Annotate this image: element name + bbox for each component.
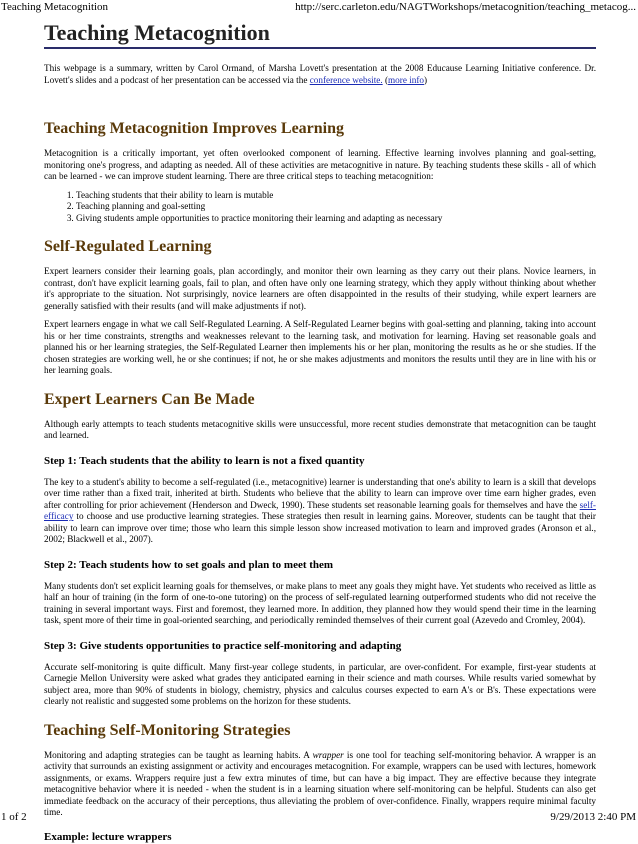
self-efficacy-link[interactable]: self-efficacy [44, 499, 596, 521]
heading-self-regulated: Self-Regulated Learning [44, 238, 212, 255]
intro-between: ( [382, 74, 389, 85]
steps-list [44, 190, 596, 225]
title-rule [44, 47, 596, 49]
list-item: 2. Teaching planning and goal-setting [76, 201, 596, 213]
print-footer-page: 1 of 2 [1, 811, 27, 823]
heading-lecture-wrappers: Example: lecture wrappers [44, 830, 172, 843]
self-regulated-paragraph-2: Expert learners engage in what we call Self-Regulated Learning. A Self-Regulated Learner begins with goal-setting and planning, taking into account his or her time constraints, strengths and weaknesses relevant to the learning task, and motivation for learning. Having set reasonable goals and planned his or her learning strategies, the Self-Regulated Learner then implements his or her plan, monitoring the results as he or she studies. If the chosen strategies are working well, he or she continues; if not, he or she makes adjustments and monitors the results until they are in line with his or her learning goals. [44, 319, 596, 375]
heading-self-monitoring: Teaching Self-Monitoring Strategies [44, 721, 291, 739]
heading-improves-learning: Teaching Metacognition Improves Learning [44, 120, 345, 137]
step-1-paragraph [44, 477, 596, 546]
step-2-paragraph: Many students don't set explicit learning goals for themselves, or make plans to meet any goals they might have. Yet students who received as little as half an hour of training (in the form of one-to-one tutoring) on the process of self-regulated learning outperformed students who did not receive the training in several important ways. First and foremost, they learned more. In addition, they planned how they would spend their time in the learning task, spent more of their time in goal-oriented searching, and periodically reminded themselves of their current goal (Azevedo and Cromley, 2004). [44, 580, 596, 625]
heading-experts-made: Expert Learners Can Be Made [44, 390, 255, 408]
print-header-url: http://serc.carleton.edu/NAGTWorkshops/metacognition/teaching_metacog... [295, 1, 636, 13]
print-footer-datetime: 9/29/2013 2:40 PM [550, 811, 636, 823]
intro-paragraph [44, 63, 596, 86]
page-title: Teaching Metacognition [44, 21, 270, 45]
experts-made-paragraph: Although early attempts to teach students metacognitive skills were unsuccessful, more recent studies demonstrate that metacognition can be taught and learned. [44, 418, 596, 440]
heading-step-1: Step 1: Teach students that the ability to learn is not a fixed quantity [44, 454, 365, 467]
heading-step-3: Step 3: Give students opportunities to practice self-monitoring and adapting [44, 639, 402, 652]
improves-paragraph: Metacognition is a critically important, yet often overlooked component of learning. Effective learning involves planning and goal-setting, monitoring one's progress, and adapting as needed. All of these activities are metacognitive in nature. By teaching students these skills - all of which can be learned - we can improve student learning. There are three critical steps to teaching metacognition: [44, 148, 596, 181]
intro-after: ) [424, 74, 428, 85]
document-body [44, 21, 596, 844]
print-header-title: Teaching Metacognition [1, 1, 109, 13]
step-3-paragraph: Accurate self-monitoring is quite difficult. Many first-year college students, in particular, are over-confident. For example, first-year students at Carnegie Mellon University were asked what grades they anticipated earning in their science and math courses. While results varied somewhat by subject area, more than 90% of students in biology, chemistry, physics and calculus courses expected to earn A's or B's. These expectations were clearly not realistic and suggested some problems on the horizon for these students. [44, 661, 596, 706]
heading-step-2: Step 2: Teach students how to set goals and plan to meet them [44, 558, 334, 571]
self-regulated-paragraph-1: Expert learners consider their learning goals, plan accordingly, and monitor their own learning as they carry out their plans. Novice learners, in contrast, don't have explicit learning goals, fail to plan, and often have only one learning strategy, which they apply without thinking about whether it's appropriate to the situation. Not surprisingly, novice learners are often disappointed in the results of their studying, while expert learners are generally satisfied with their results (and will make adjustments if not). [44, 266, 596, 311]
self-monitoring-paragraph [44, 750, 596, 819]
more-info-link[interactable]: more info [388, 74, 424, 85]
intro-text: This webpage is a summary, written by Carol Ormand, of Marsha Lovett's presentation at the 2008 Educause Learning Initiative conference. Dr. Lovett's slides and a podcast of her presentation can be accessed via the [44, 63, 596, 85]
conference-website-link[interactable]: conference website. [309, 74, 383, 85]
list-item: 1. Teaching students that their ability to learn is mutable [76, 190, 596, 202]
wrapper-term: wrapper [312, 749, 344, 760]
self-monitoring-text-before: Monitoring and adapting strategies can be taught as learning habits. A [44, 749, 313, 760]
list-item: 3. Giving students ample opportunities to practice monitoring their learning and adapting as necessary [76, 213, 596, 225]
step-1-text-before: The key to a student's ability to become a self-regulated (i.e., metacognitive) learner is understanding that one's ability to learn is a skill that develops over time rather than a fixed trait, inherited at birth. Students who believe that the ability to learn can improve over time earn higher grades, even after controlling for prior achievement (Henderson and Dweck, 1990). These students set reasonable learning goals for themselves and have the [44, 476, 596, 510]
self-monitoring-text-after: is one tool for teaching self-monitoring behavior. A wrapper is an activity that surrounds an existing assignment or activity and encourages metacognition. For example, wrappers can be used with lectures, homework assignments, or exams. Wrappers require just a few extra minutes of time, but can have a big impact. They are effective because they integrate metacognitive behavior where it is needed - when the student is in a learning situation where self-monitoring can be helpful. Students can also get immediate feedback on the accuracy of their perceptions, thus alleviating the problem of over-confidence. Finally, wrappers require minimal faculty time. [44, 749, 596, 817]
step-1-text-after: to choose and use productive learning strategies. These strategies then result in learning gains. Moreover, students can be taught that their ability to learn can improve over time; those who learn this simple lesson show increased motivation to learn and improved grades (Aronson et al., 2002; Blackwell et al., 2007). [44, 511, 596, 544]
